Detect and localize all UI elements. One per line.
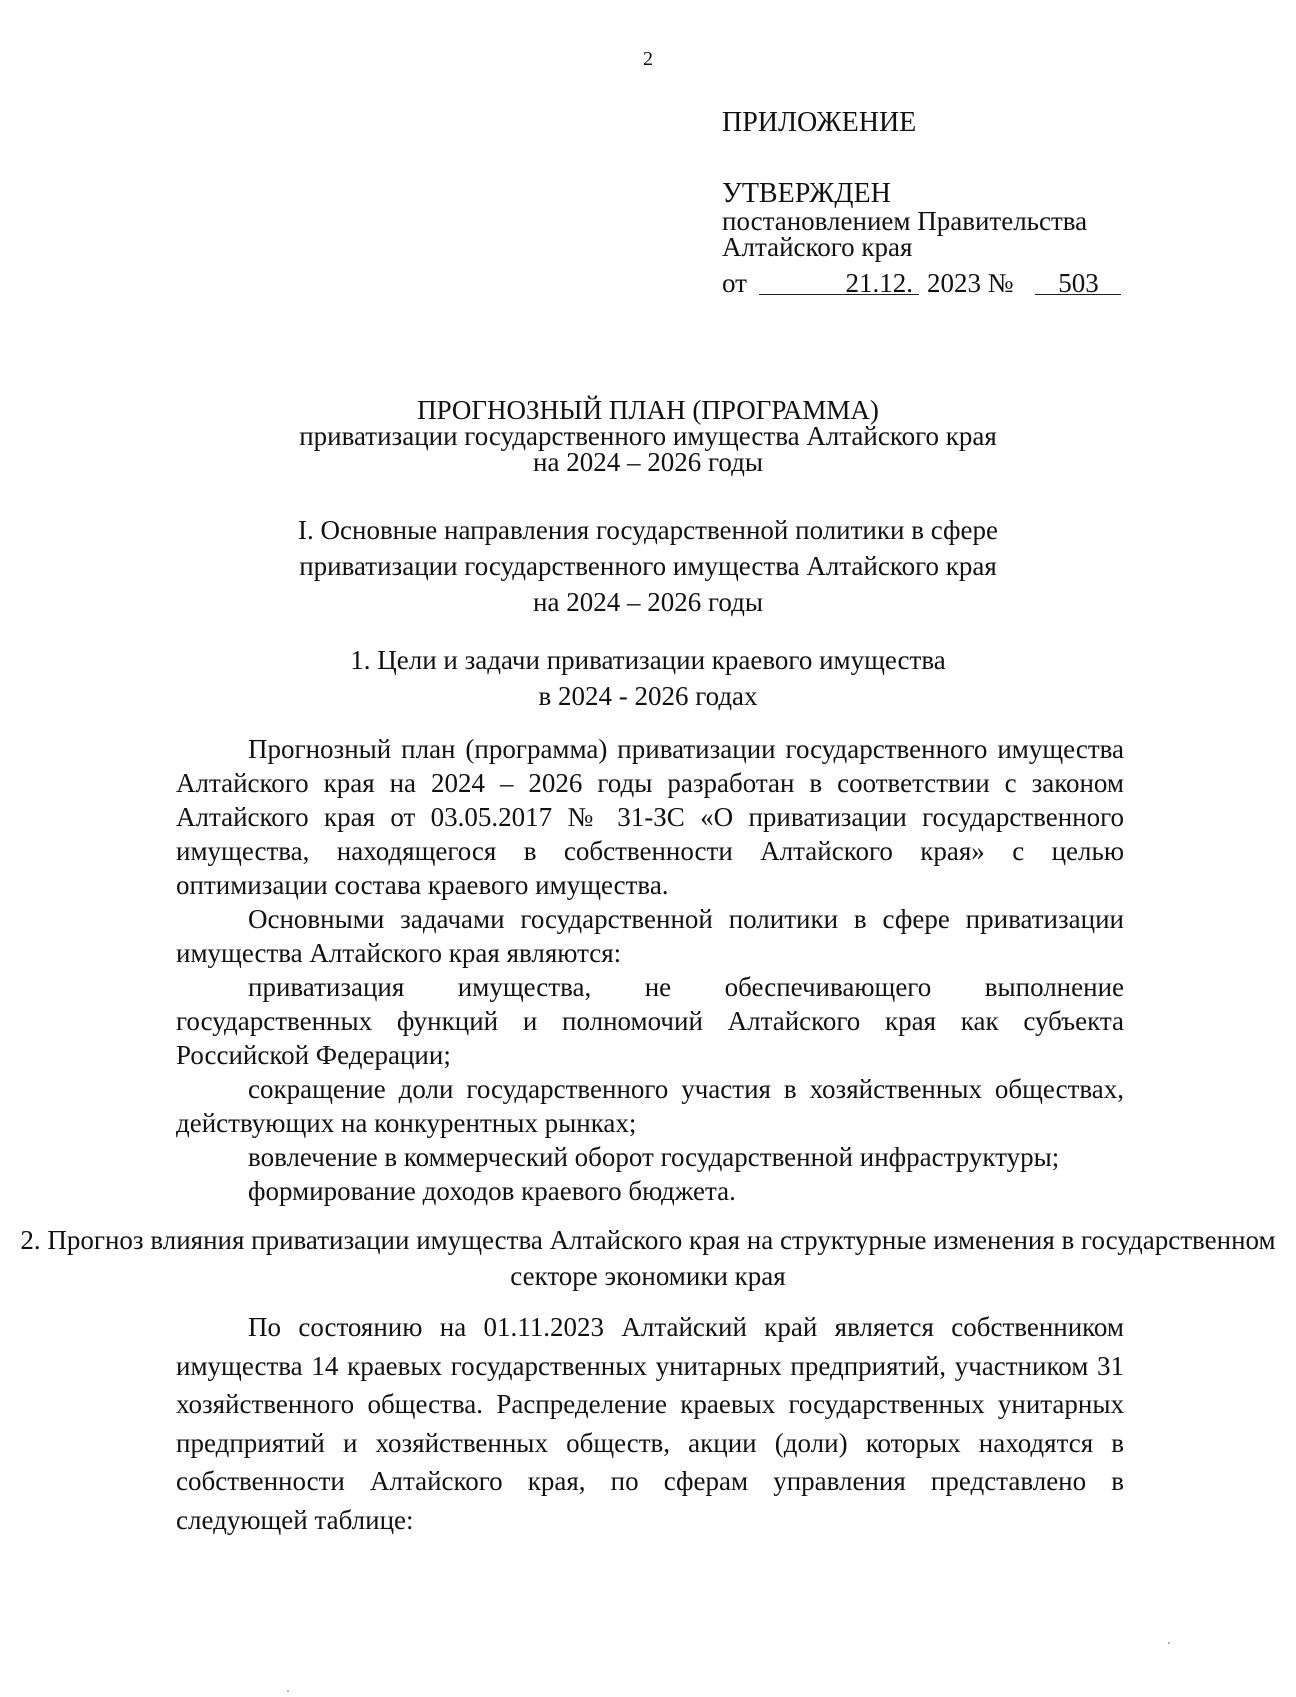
plan-title bbox=[0, 397, 1296, 475]
scan-speck bbox=[1168, 1642, 1170, 1644]
subsection-1-title bbox=[0, 642, 1296, 714]
decree-line-2: Алтайского края bbox=[722, 232, 913, 262]
paragraph: Основными задачами государственной политики в сфере приватизации имущества Алтайского края являются: bbox=[176, 904, 1124, 968]
task-item: приватизация имущества, не обеспечивающего выполнение государственных функций и полномочий Алтайского края как субъекта Российской Федерации; bbox=[176, 972, 1124, 1070]
approved-label: УТВЕРЖДЕН bbox=[722, 178, 891, 209]
subsection-2-title bbox=[0, 1222, 1296, 1294]
plan-title-line-3: на 2024 – 2026 годы bbox=[533, 447, 763, 477]
section-1-title bbox=[0, 512, 1296, 620]
task-item: формирование доходов краевого бюджета. bbox=[248, 1176, 736, 1206]
decree-year-number-label: 2023 № bbox=[926, 268, 1014, 298]
paragraph: Прогнозный план (программа) приватизации государственного имущества Алтайского края на 2024 – 2026 годы разработан в соответствии с законом Алтайского края от 03.05.2017 № 31-ЗС «О приватизации государственного имущества, находящегося в собственности Алтайского края» с целью оптимизации состава краевого имущества. bbox=[176, 734, 1124, 900]
scan-speck bbox=[287, 1690, 289, 1692]
appendix-label: ПРИЛОЖЕНИЕ bbox=[722, 107, 917, 138]
section-1-line-1: I. Основные направления государственной политики в сфере bbox=[298, 515, 998, 545]
subsection-2-body bbox=[176, 1308, 1124, 1539]
subsection-1-line-2: в 2024 - 2026 годах bbox=[538, 681, 758, 711]
subsection-1-line-1: 1. Цели и задачи приватизации краевого имущества bbox=[350, 645, 946, 675]
from-label: от bbox=[722, 268, 747, 298]
page-number: 2 bbox=[643, 48, 653, 70]
task-item: сокращение доли государственного участия в хозяйственных обществах, действующих на конкурентных рынках; bbox=[176, 1074, 1124, 1138]
approval-stamp bbox=[722, 107, 1142, 298]
subsection-2-line-1: 2. Прогноз влияния приватизации имущества Алтайского края bbox=[20, 1225, 741, 1255]
task-item: вовлечение в коммерческий оборот государственной инфраструктуры; bbox=[248, 1142, 1060, 1172]
decree-date-row bbox=[722, 270, 1142, 296]
section-1-line-2: приватизации государственного имущества Алтайского края bbox=[299, 551, 997, 581]
plan-title-line-1: ПРОГНОЗНЫЙ ПЛАН (ПРОГРАММА) bbox=[417, 395, 879, 425]
decree-number: 503 bbox=[1035, 272, 1121, 295]
decree-date: 21.12. bbox=[759, 272, 919, 295]
subsection-2-line-2: на структурные изменения в государственном секторе экономики края bbox=[510, 1225, 1276, 1291]
paragraph: По состоянию на 01.11.2023 Алтайский край является собственником имущества 14 краевых государственных унитарных предприятий, участником 31 хозяйственного общества. Распределение краевых государственных унитарных предприятий и хозяйственных обществ, акции (доли) которых находятся в собственности Алтайского края, по сферам управления представлено в следующей таблице: bbox=[176, 1312, 1124, 1535]
decree-line-1: постановлением Правительства bbox=[722, 206, 1088, 236]
subsection-1-body bbox=[176, 732, 1124, 1208]
section-1-line-3: на 2024 – 2026 годы bbox=[533, 587, 763, 617]
plan-title-line-2: приватизации государственного имущества Алтайского края bbox=[299, 421, 997, 451]
